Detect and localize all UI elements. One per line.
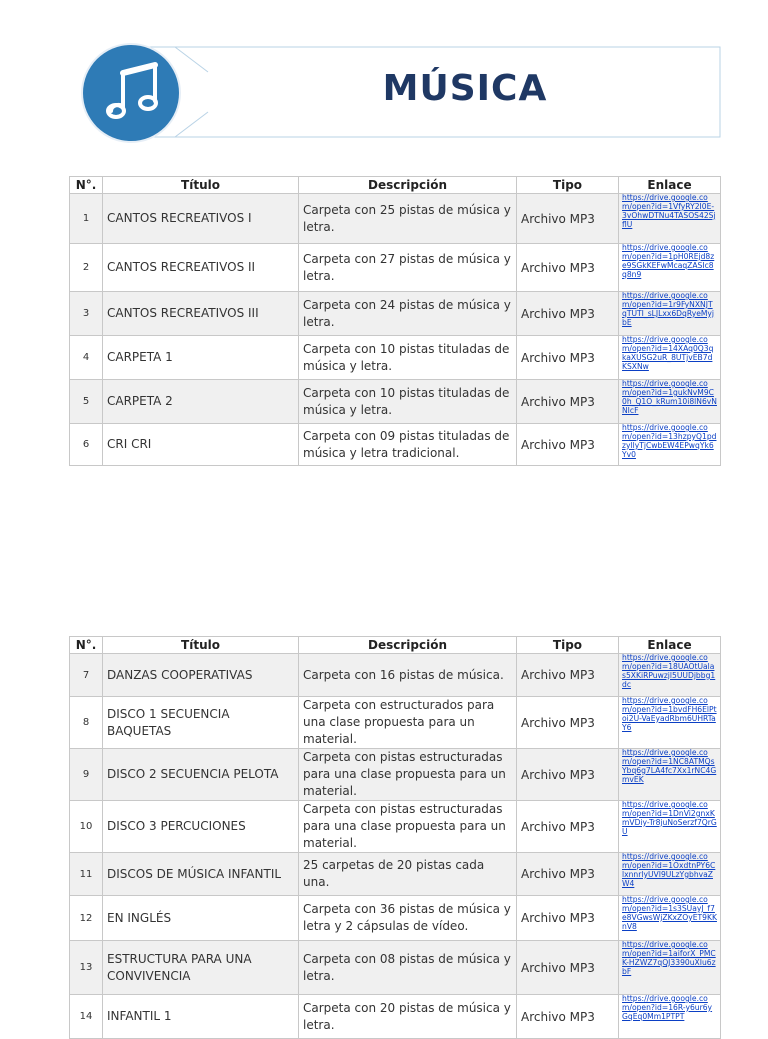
drive-link[interactable]: https://drive.google.com/open?id=1DnVi2gnxKmVDiy-Tr8juNoSerzf7QrGU <box>622 800 717 836</box>
row-title: DISCO 2 SECUENCIA PELOTA <box>103 749 299 801</box>
drive-link[interactable]: https://drive.google.com/open?id=1NC8ATMQsYbq6g7LA4fc7Xx1rNC4GmvEK <box>622 748 717 784</box>
row-type: Archivo MP3 <box>517 896 619 941</box>
row-type: Archivo MP3 <box>517 749 619 801</box>
row-number: 2 <box>70 244 103 292</box>
row-number: 11 <box>70 853 103 896</box>
row-title: DISCO 3 PERCUCIONES <box>103 801 299 853</box>
row-type: Archivo MP3 <box>517 194 619 244</box>
column-header-num: N°. <box>70 177 103 194</box>
row-description: Carpeta con 09 pistas tituladas de música y letra tradicional. <box>299 424 517 466</box>
table-row <box>70 749 721 801</box>
row-number: 4 <box>70 336 103 380</box>
row-type: Archivo MP3 <box>517 853 619 896</box>
table-header-row <box>70 177 721 194</box>
row-type: Archivo MP3 <box>517 697 619 749</box>
row-title: CANTOS RECREATIVOS I <box>103 194 299 244</box>
column-header-description: Descripción <box>299 637 517 654</box>
music-icon-badge <box>83 45 179 141</box>
row-title: CANTOS RECREATIVOS II <box>103 244 299 292</box>
column-header-type: Tipo <box>517 637 619 654</box>
drive-link[interactable]: https://drive.google.com/open?id=1aiforX_PMCK-HZWZ7qQJ3390uXIu6zbF <box>622 940 716 976</box>
drive-link[interactable]: https://drive.google.com/open?id=13hzpyQ1pdzyllyTjCwbEW4EPwqYk6Yv0 <box>622 423 717 459</box>
table-row <box>70 336 721 380</box>
table-row <box>70 194 721 244</box>
row-type: Archivo MP3 <box>517 244 619 292</box>
drive-link[interactable]: https://drive.google.com/open?id=1pH0REjd8ze9SGkKEFwMcaqZASIc8q8n9 <box>622 243 715 279</box>
column-header-link: Enlace <box>619 177 721 194</box>
row-description: Carpeta con 20 pistas de música y letra. <box>299 995 517 1039</box>
row-type: Archivo MP3 <box>517 654 619 697</box>
row-type: Archivo MP3 <box>517 801 619 853</box>
row-type: Archivo MP3 <box>517 292 619 336</box>
row-number: 5 <box>70 380 103 424</box>
drive-link[interactable]: https://drive.google.com/open?id=18UAOtUalas5XKiRPuwzjl5UUDjbbg1dc <box>622 653 716 689</box>
row-description: Carpeta con 10 pistas tituladas de música y letra. <box>299 380 517 424</box>
table-row <box>70 244 721 292</box>
row-number: 8 <box>70 697 103 749</box>
table-row <box>70 697 721 749</box>
row-number: 12 <box>70 896 103 941</box>
drive-link[interactable]: https://drive.google.com/open?id=1r9FyNXNJTqTUTI_sLJLxx6DqRyeMyjbE <box>622 291 715 327</box>
column-header-description: Descripción <box>299 177 517 194</box>
row-title: DANZAS COOPERATIVAS <box>103 654 299 697</box>
table-row <box>70 941 721 995</box>
row-type: Archivo MP3 <box>517 424 619 466</box>
row-description: 25 carpetas de 20 pistas cada una. <box>299 853 517 896</box>
row-type: Archivo MP3 <box>517 380 619 424</box>
row-number: 7 <box>70 654 103 697</box>
drive-link[interactable]: https://drive.google.com/open?id=1OxdtnPY6ClxnnrlyUVI9ULzYgbhvaZW4 <box>622 852 716 888</box>
row-number: 1 <box>70 194 103 244</box>
row-number: 6 <box>70 424 103 466</box>
row-type: Archivo MP3 <box>517 336 619 380</box>
row-number: 9 <box>70 749 103 801</box>
row-type: Archivo MP3 <box>517 995 619 1039</box>
row-description: Carpeta con pistas estructuradas para una clase propuesta para un material. <box>299 749 517 801</box>
row-title: CARPETA 1 <box>103 336 299 380</box>
row-number: 13 <box>70 941 103 995</box>
row-description: Carpeta con 10 pistas tituladas de música y letra. <box>299 336 517 380</box>
row-description: Carpeta con 36 pistas de música y letra y 2 cápsulas de vídeo. <box>299 896 517 941</box>
table-row <box>70 801 721 853</box>
drive-link[interactable]: https://drive.google.com/open?id=16R-y6ur6yGqEq0Mm1PTPT <box>622 994 713 1021</box>
drive-link[interactable]: https://drive.google.com/open?id=1gukNvM9C0h_Q1O_kRum10i8lN6vNNIcF <box>622 379 717 415</box>
table-row <box>70 424 721 466</box>
column-header-link: Enlace <box>619 637 721 654</box>
music-note-icon <box>93 59 169 127</box>
row-description: Carpeta con 08 pistas de música y letra. <box>299 941 517 995</box>
row-title: DISCOS DE MÚSICA INFANTIL <box>103 853 299 896</box>
row-description: Carpeta con 27 pistas de música y letra. <box>299 244 517 292</box>
column-header-type: Tipo <box>517 177 619 194</box>
table-row <box>70 380 721 424</box>
music-table-2 <box>69 636 721 1039</box>
drive-link[interactable]: https://drive.google.com/open?id=1s3SUayJ_f7e8VGwsWjZKxZOyET9KKnV8 <box>622 895 717 931</box>
row-number: 3 <box>70 292 103 336</box>
drive-link[interactable]: https://drive.google.com/open?id=1VfyRY2I0E-3vOhwDTNu4TASOS42SjflU <box>622 193 716 229</box>
row-title: CANTOS RECREATIVOS III <box>103 292 299 336</box>
row-type: Archivo MP3 <box>517 941 619 995</box>
row-description: Carpeta con 25 pistas de música y letra. <box>299 194 517 244</box>
row-description: Carpeta con 16 pistas de música. <box>299 654 517 697</box>
drive-link[interactable]: https://drive.google.com/open?id=14XAq0Q3qkaXUSG2uR_8UTjvEB7dKSXNw <box>622 335 714 371</box>
table-row <box>70 853 721 896</box>
column-header-title: Título <box>103 637 299 654</box>
row-title: EN INGLÉS <box>103 896 299 941</box>
row-title: INFANTIL 1 <box>103 995 299 1039</box>
table-header-row <box>70 637 721 654</box>
table-row <box>70 292 721 336</box>
column-header-num: N°. <box>70 637 103 654</box>
row-title: ESTRUCTURA PARA UNA CONVIVENCIA <box>103 941 299 995</box>
music-table-1 <box>69 176 721 466</box>
row-title: CARPETA 2 <box>103 380 299 424</box>
column-header-title: Título <box>103 177 299 194</box>
row-number: 10 <box>70 801 103 853</box>
header-banner <box>0 0 768 160</box>
row-title: CRI CRI <box>103 424 299 466</box>
drive-link[interactable]: https://drive.google.com/open?id=1bvdFH6ElPtoi2U-VaEyadRbm6UHRTaY6 <box>622 696 717 732</box>
row-title: DISCO 1 SECUENCIA BAQUETAS <box>103 697 299 749</box>
table-row <box>70 995 721 1039</box>
row-description: Carpeta con 24 pistas de música y letra. <box>299 292 517 336</box>
table-row <box>70 896 721 941</box>
row-description: Carpeta con estructurados para una clase propuesta para un material. <box>299 697 517 749</box>
row-number: 14 <box>70 995 103 1039</box>
row-description: Carpeta con pistas estructuradas para una clase propuesta para un material. <box>299 801 517 853</box>
table-row <box>70 654 721 697</box>
page-title: MÚSICA <box>382 68 548 109</box>
